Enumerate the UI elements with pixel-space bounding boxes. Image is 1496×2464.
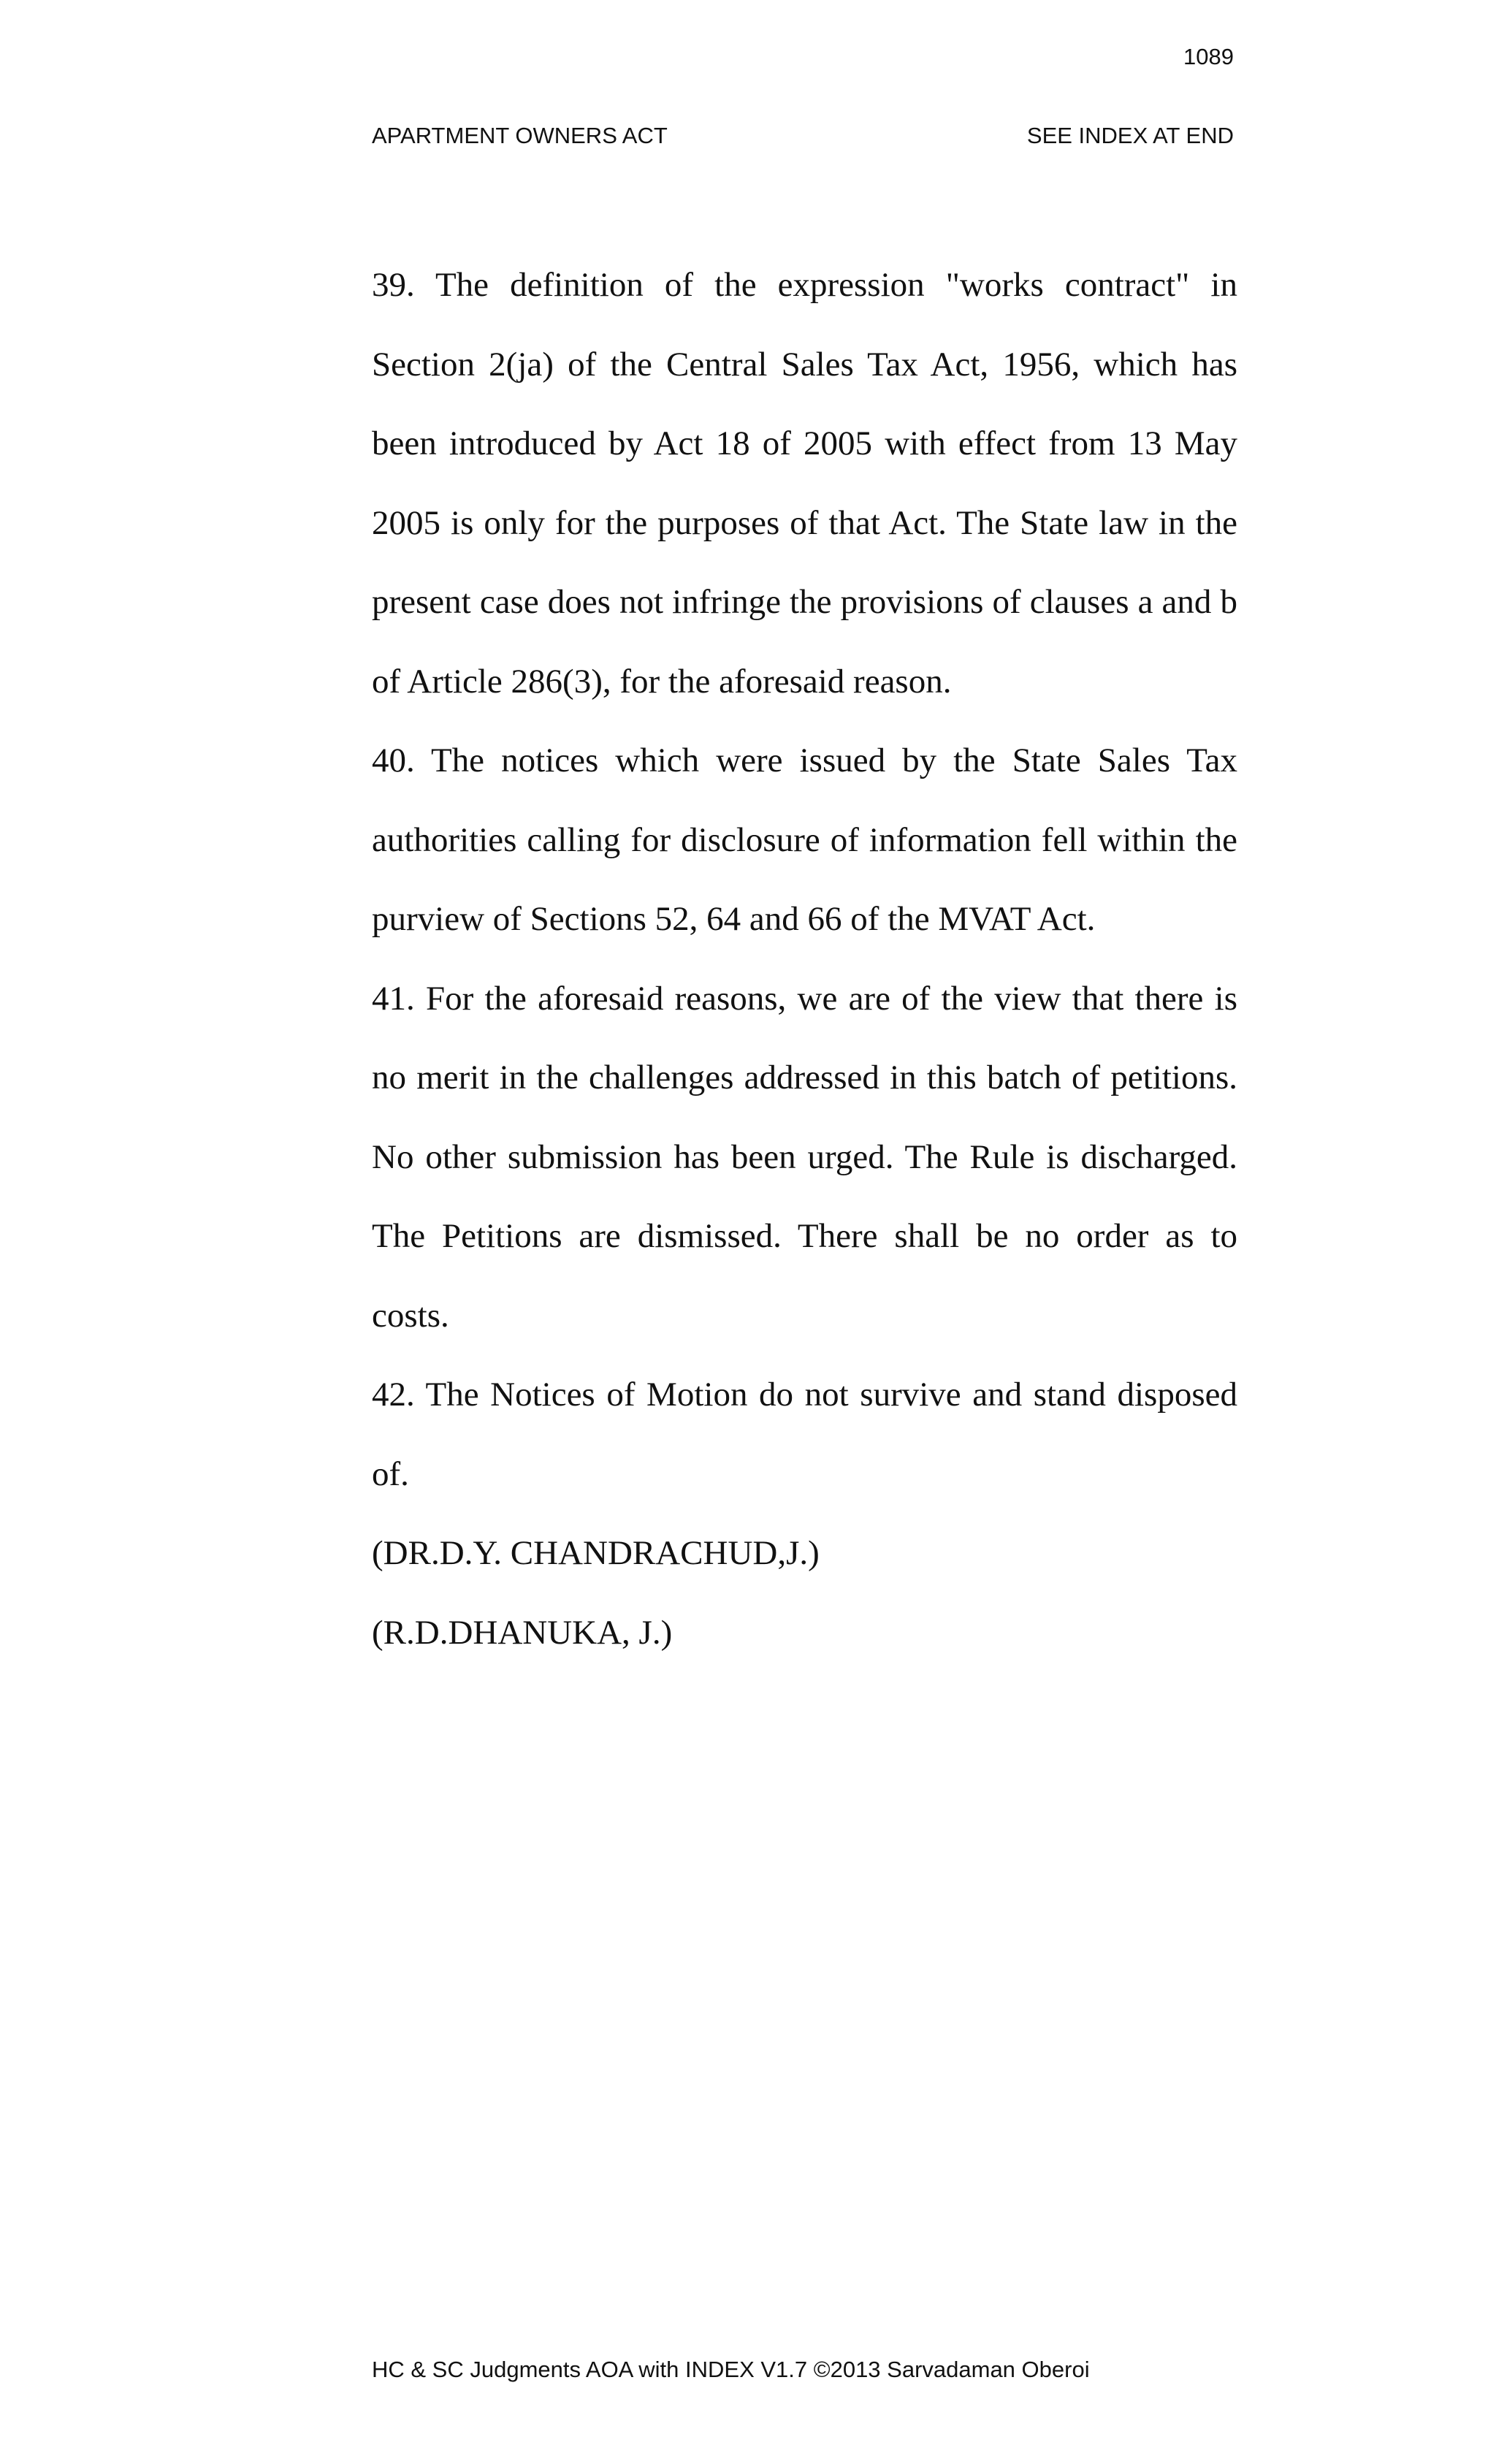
running-header — [372, 124, 1234, 147]
page-number: 1089 — [1183, 44, 1234, 69]
paragraph-40: 40. The notices which were issued by the State Sales Tax authorities calling for disclosure of information fell within the purview of Sections 52, 64 and 66 of the MVAT Act. — [372, 741, 1237, 938]
judge-signature-chandrachud: (DR.D.Y. CHANDRACHUD,J.) — [372, 1534, 820, 1572]
paragraph-42: 42. The Notices of Motion do not survive and stand disposed of. — [372, 1376, 1237, 1493]
judge-signature-dhanuka: (R.D.DHANUKA, J.) — [372, 1613, 673, 1652]
judgment-body — [372, 245, 1237, 1672]
paragraph-41: 41. For the aforesaid reasons, we are of the view that there is no merit in the challenges addressed in this batch of petitions. No other submission has been urged. The Rule is discharged. The Petitions are dismissed. There shall be no order as to costs. — [372, 979, 1237, 1335]
paragraph-39: 39. The definition of the expression "works contract" in Section 2(ja) of the Central Sales Tax Act, 1956, which has been introduced by Act 18 of 2005 with effect from 13 May 2005 is only for the purposes of that Act. The State law in the present case does not infringe the provisions of clauses a and b of Article 286(3), for the aforesaid reason. — [372, 266, 1237, 701]
header-title: APARTMENT OWNERS ACT — [372, 123, 668, 148]
header-index-note: SEE INDEX AT END — [1026, 123, 1234, 148]
page-footer: HC & SC Judgments AOA with INDEX V1.7 ©2013 Sarvadaman Oberoi — [372, 2357, 1090, 2382]
